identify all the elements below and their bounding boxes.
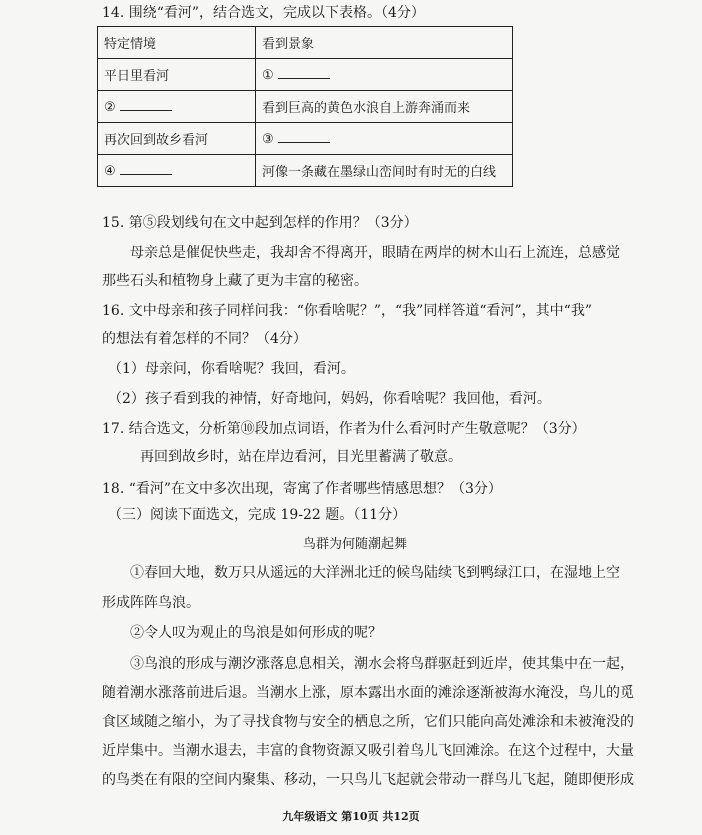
quote-line: 母亲总是催促快些走，我却舍不得离开，眼睛在两岸的树木山石上流连，总感觉 [130, 245, 620, 261]
table-cell-situation: 平日里看河 [98, 59, 256, 91]
paragraph-line: 的鸟类在有限的空间内聚集、移动，一只鸟儿飞起就会带动一群鸟儿飞起，随即便形成 [102, 772, 634, 788]
table-header-scene: 看到景象 [256, 27, 513, 59]
table-cell-scene: ③ [256, 123, 513, 155]
paragraph-line: 随着潮水涨落前进后退。当潮水上涨，原本露出水面的滩涂逐渐被海水淹没，鸟儿的觅 [102, 685, 634, 701]
quote-line: 那些石头和植物身上藏了更为丰富的秘密。 [102, 273, 368, 289]
table-cell-scene: ① [256, 59, 513, 91]
table-row [98, 59, 513, 91]
question-14: 14. 围绕“看河”，结合选文，完成以下表格。（4分） [102, 5, 425, 21]
question-16-cont: 的想法有着怎样的不同？（4分） [102, 331, 307, 347]
scene-table [97, 26, 513, 187]
paragraph-line: ①春回大地，数万只从遥远的大洋洲北迁的候鸟陆续飞到鸭绿江口，在湿地上空 [130, 565, 620, 581]
answer-blank[interactable] [120, 98, 172, 111]
paragraph-line: 近岸集中。当潮水退去，丰富的食物资源又吸引着鸟儿飞回滩涂。在这个过程中，大量 [102, 743, 634, 759]
table-cell-situation: ② [98, 91, 256, 123]
question-15: 15. 第⑤段划线句在文中起到怎样的作用？（3分） [102, 215, 418, 231]
paragraph-line: ②令人叹为观止的鸟浪是如何形成的呢？ [130, 625, 382, 641]
table-cell-situation: 再次回到故乡看河 [98, 123, 256, 155]
table-header-situation: 特定情境 [98, 27, 256, 59]
answer-blank[interactable] [120, 162, 172, 175]
table-cell-scene: 河像一条藏在墨绿山峦间时有时无的白线 [256, 155, 513, 187]
quote-item-1: （1）母亲问，你看啥呢？我回，看河。 [108, 361, 355, 377]
table-header-row [98, 27, 513, 59]
quote-line: 再回到故乡时，站在岸边看河，目光里蓄满了敬意。 [140, 449, 462, 465]
table-cell-situation: ④ [98, 155, 256, 187]
paragraph-line: ③鸟浪的形成与潮汐涨落息息相关，潮水会将鸟群驱赶到近岸，使其集中在一起， [130, 656, 634, 672]
table-row [98, 123, 513, 155]
question-17: 17. 结合选文，分析第⑩段加点词语，作者为什么看河时产生敬意呢？（3分） [102, 421, 586, 437]
paragraph-line: 形成阵阵鸟浪。 [102, 595, 200, 611]
table-cell-scene: 看到巨高的黄色水浪自上游奔涌而来 [256, 91, 513, 123]
page-footer: 九年级语文 第10页 共12页 [282, 810, 420, 823]
section-3-intro: （三）阅读下面选文，完成 19-22 题。（11分） [108, 507, 407, 523]
question-16: 16. 文中母亲和孩子同样问我：“你看啥呢？”，“我”同样答道“看河”，其中“我” [102, 303, 592, 319]
answer-blank[interactable] [278, 66, 330, 79]
question-18: 18. “看河”在文中多次出现，寄寓了作者哪些情感思想？（3分） [102, 481, 502, 497]
table-row [98, 155, 513, 187]
article-title: 鸟群为何随潮起舞 [303, 537, 408, 552]
answer-blank[interactable] [278, 130, 330, 143]
quote-item-2: （2）孩子看到我的神情，好奇地问，妈妈，你看啥呢？我回他，看河。 [108, 391, 551, 407]
paragraph-line: 食区域随之缩小，为了寻找食物与安全的栖息之所，它们只能向高处滩涂和未被淹没的 [102, 714, 634, 730]
table-row [98, 91, 513, 123]
